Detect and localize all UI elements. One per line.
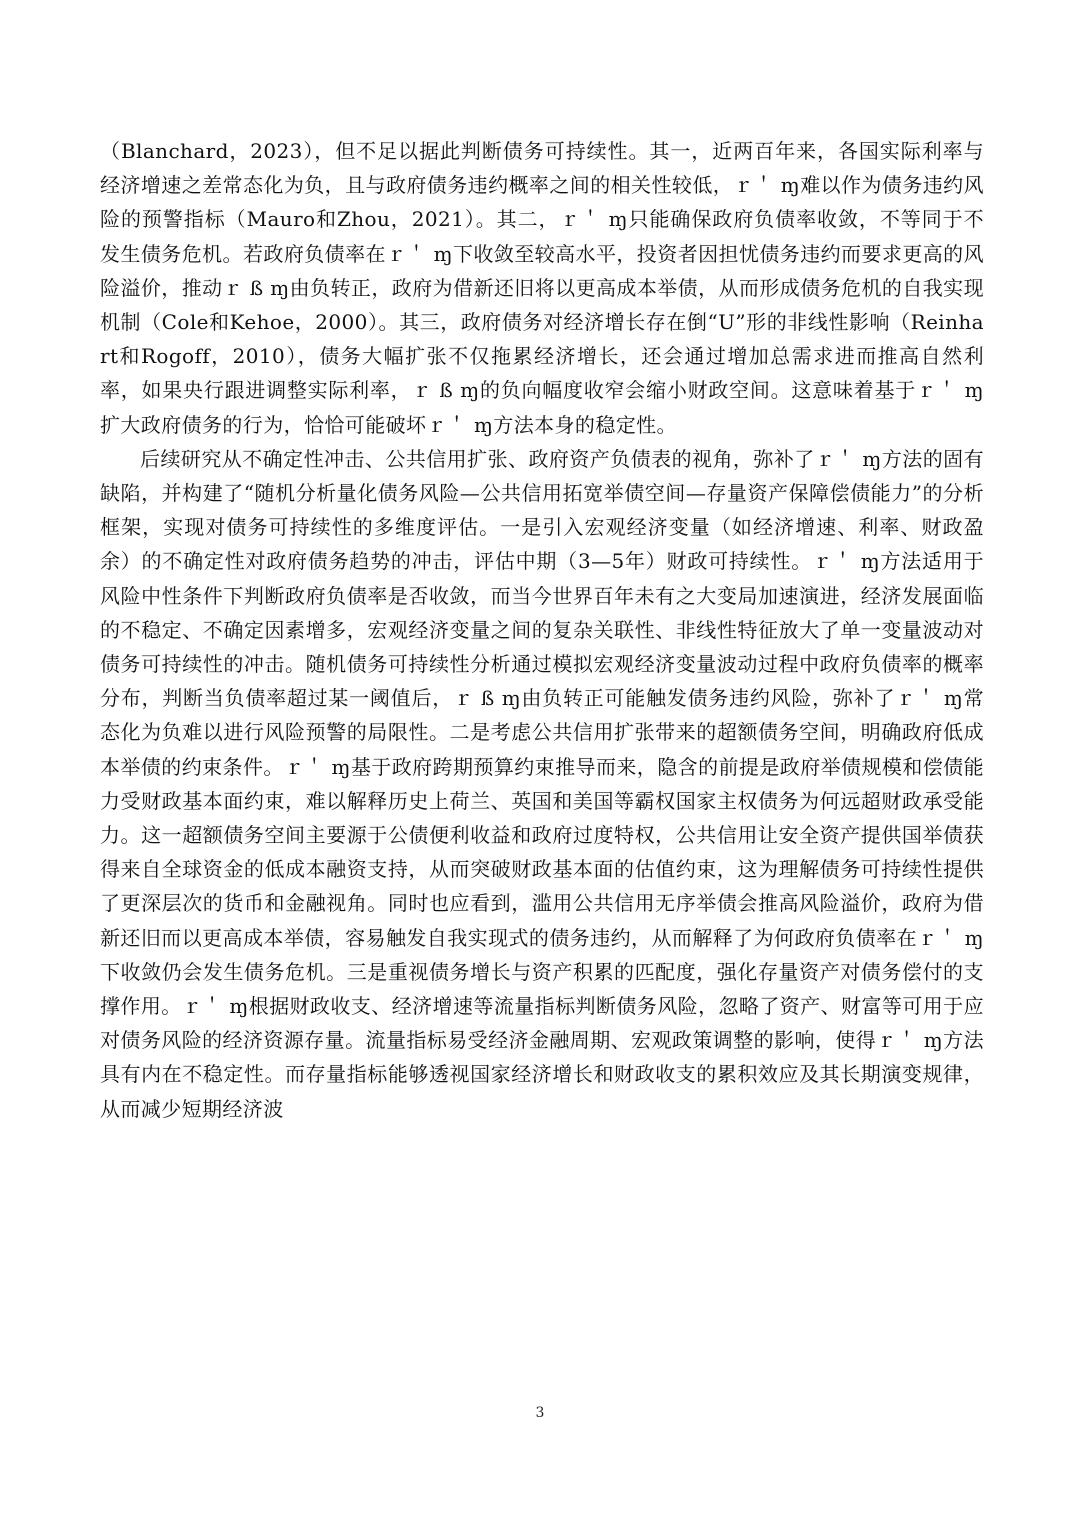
paragraph-continuation: （Blanchard，2023），但不足以据此判断债务可持续性。其一，近两百年来，各国实际利率与经济增速之差常态化为负，且与政府债务违约概率之间的相关性较低，ｒ＇ ɱ难以作为债务违约风险的预警指标（Mauro和Zhou，2021）。其二，ｒ＇ ɱ只能确保政府负债率收敛，不等同于不发生债务危机。若政府负债率在ｒ＇ ɱ下收敛至较高水平，投资者因担忧债务违约而要求更高的风险溢价，推动ｒ ß ɱ由负转正，政府为借新还旧将以更高成本举债，从而形成债务危机的自我实现机制（Cole和Kehoe，2000）。其三，政府债务对经济增长存在倒“U”形的非线性影响（Reinhart和Rogoff，2010），债务大幅扩张不仅拖累经济增长，还会通过增加总需求进而推高自然利率，如果央行跟进调整实际利率，ｒ ß ɱ的负向幅度收窄会缩小财政空间。这意味着基于ｒ＇ ɱ扩大政府债务的行为，恰恰可能破坏ｒ＇ ɱ方法本身的稳定性。 [100,139,984,437]
paragraph-follow-up-research: 后续研究从不确定性冲击、公共信用扩张、政府资产负债表的视角，弥补了ｒ＇ ɱ方法的固有缺陷，并构建了“随机分析量化债务风险—公共信用拓宽举债空间—存量资产保障偿债能力”的分析框架，实现对债务可持续性的多维度评估。一是引入宏观经济变量（如经济增速、利率、财政盈余）的不确定性对政府债务趋势的冲击，评估中期（3—5年）财政可持续性。ｒ＇ ɱ方法适用于风险中性条件下判断政府负债率是否收敛，而当今世界百年未有之大变局加速演进，经济发展面临的不稳定、不确定因素增多，宏观经济变量之间的复杂关联性、非线性特征放大了单一变量波动对债务可持续性的冲击。随机债务可持续性分析通过模拟宏观经济变量波动过程中政府负债率的概率分布，判断当负债率超过某一阈值后，ｒ ß ɱ由负转正可能触发债务违约风险，弥补了ｒ＇ ɱ常态化为负难以进行风险预警的局限性。二是考虑公共信用扩张带来的超额债务空间，明确政府低成本举债的约束条件。ｒ＇ ɱ基于政府跨期预算约束推导而来，隐含的前提是政府举债规模和偿债能力受财政基本面约束，难以解释历史上荷兰、英国和美国等霸权国家主权债务为何远超财政承受能力。这一超额债务空间主要源于公债便利收益和政府过度特权，公共信用让安全资产提供国举债获得来自全球资金的低成本融资支持，从而突破财政基本面的估值约束，这为理解债务可持续性提供了更深层次的货币和金融视角。同时也应看到，滥用公共信用无序举债会推高风险溢价，政府为借新还旧而以更高成本举债，容易触发自我实现式的债务违约，从而解释了为何政府负债率在ｒ＇ ɱ下收敛仍会发生债务危机。三是重视债务增长与资产积累的匹配度，强化存量资产对债务偿付的支撑作用。ｒ＇ ɱ根据财政收支、经济增速等流量指标判断债务风险，忽略了资产、财富等可用于应对债务风险的经济资源存量。流量指标易受经济金融周期、宏观政策调整的影响，使得ｒ＇ ɱ方法具有内在不稳定性。而存量指标能够透视国家经济增长和财政收支的累积效应及其长期演变规律，从而减少短期经济波 [100,446,984,1121]
page-number: 3 [535,1405,545,1421]
body-text [100,134,984,1126]
